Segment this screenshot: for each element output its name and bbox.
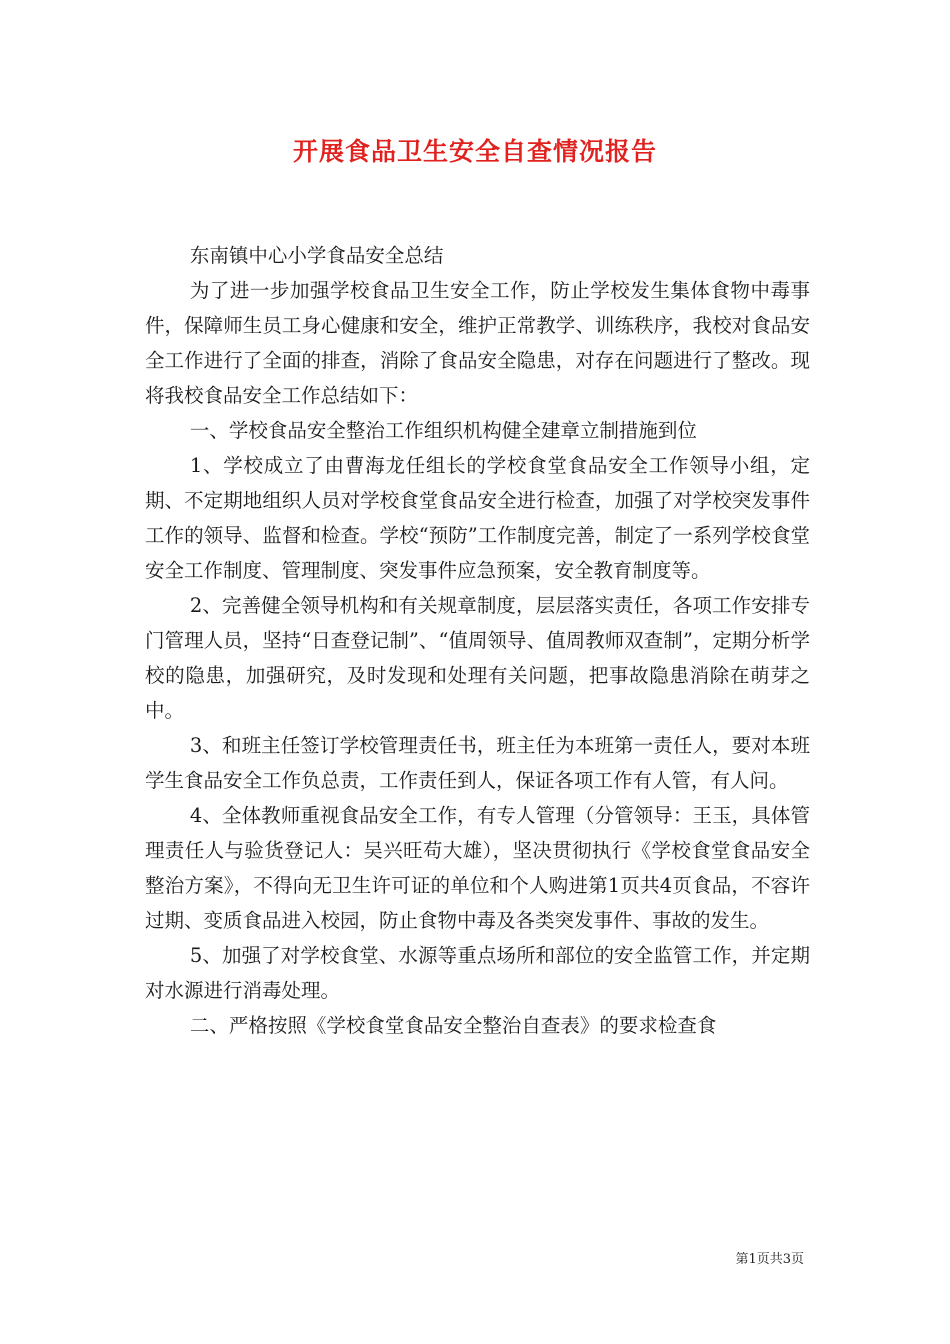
document-title: 开展食品卫生安全自查情况报告 <box>292 137 657 166</box>
section-heading-1: 一、学校食品安全整治工作组织机构健全建章立制措施到位 <box>189 419 697 442</box>
paragraph-item-1: 1、学校成立了由曹海龙任组长的学校食堂食品安全工作领导小组，定期、不定期地组织人员对学校食堂食品安全进行检查，加强了对学校突发事件工作的领导、监督和检查。学校“预防”工作制度完善，制定了一系列学校食堂安全工作制度、管理制度、突发事件应急预案，安全教育制度等。 <box>145 454 810 582</box>
document-subtitle: 东南镇中心小学食品安全总结 <box>189 244 444 267</box>
paragraph-item-5: 5、加强了对学校食堂、水源等重点场所和部位的安全监管工作，并定期对水源进行消毒处理。 <box>145 944 810 1002</box>
page-number: 第1页共3页 <box>735 1252 804 1267</box>
paragraph-item-3: 3、和班主任签订学校管理责任书，班主任为本班第一责任人，要对本班学生食品安全工作负总责，工作责任到人，保证各项工作有人管，有人问。 <box>145 734 810 792</box>
paragraph-intro: 为了进一步加强学校食品卫生安全工作，防止学校发生集体食物中毒事件，保障师生员工身心健康和安全，维护正常教学、训练秩序，我校对食品安全工作进行了全面的排查，消除了食品安全隐患，对存在问题进行了整改。现将我校食品安全工作总结如下： <box>145 279 810 407</box>
document-body <box>145 238 810 1043</box>
paragraph-item-2: 2、完善健全领导机构和有关规章制度，层层落实责任，各项工作安排专门管理人员，坚持“日查登记制”、“值周领导、值周教师双查制”，定期分析学校的隐患，加强研究，及时发现和处理有关问题，把事故隐患消除在萌芽之中。 <box>145 594 810 722</box>
section-heading-2: 二、严格按照《学校食堂食品安全整治自查表》的要求检查食 <box>189 1014 717 1037</box>
paragraph-item-4: 4、全体教师重视食品安全工作，有专人管理（分管领导：王玉，具体管理责任人与验货登记人：吴兴旺苟大雄），坚决贯彻执行《学校食堂食品安全整治方案》，不得向无卫生许可证的单位和个人购进第1页共4页食品，不容许过期、变质食品进入校园，防止食物中毒及各类突发事件、事故的发生。 <box>145 804 810 932</box>
